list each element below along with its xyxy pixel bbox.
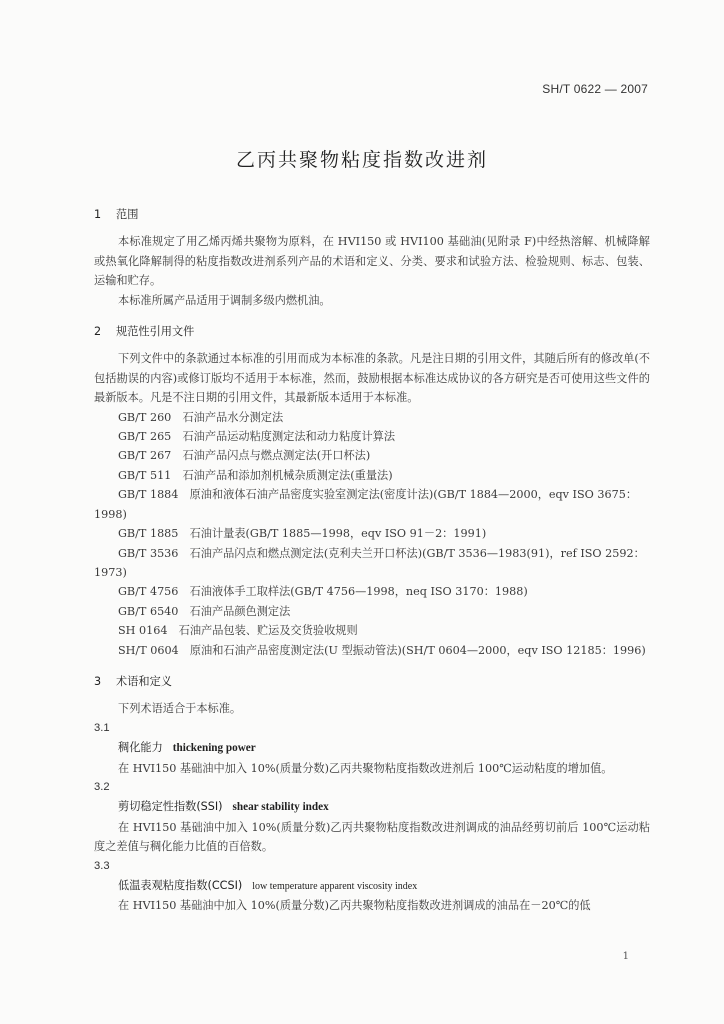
term-english: thickening power — [172, 742, 256, 755]
section-3-heading — [94, 672, 650, 691]
reference-item: GB/T 265 石油产品运动粘度测定法和动力粘度计算法 — [118, 430, 396, 444]
term-heading — [94, 738, 650, 758]
reference-item: SH/T 0604 原油和石油产品密度测定法(U 型振动管法)(SH/T 0604—2000，eqv ISO 12185：1996) — [118, 643, 646, 657]
term-definition: 在 HVI150 基础油中加入 10%(质量分数)乙丙共聚物粘度指数改进剂后 100℃运动粘度的增加值。 — [118, 761, 613, 775]
section-number: 2 — [94, 325, 102, 339]
term-heading — [94, 797, 650, 817]
section-title: 术语和定义 — [116, 674, 172, 688]
reference-item: GB/T 1885 石油计量表(GB/T 1885—1998，eqv ISO 91－2：1991) — [118, 527, 487, 541]
reference-item: SH 0164 石油产品包装、贮运及交货验收规则 — [118, 624, 358, 638]
section-title: 规范性引用文件 — [116, 325, 195, 339]
reference-item: GB/T 6540 石油产品颜色测定法 — [118, 604, 291, 618]
normative-references-intro: 下列文件中的条款通过本标准的引用而成为本标准的条款。凡是注日期的引用文件，其随后所有的修改单(不包括勘误的内容)或修订版均不适用于本标准，然而，鼓励根据本标准达成协议的各方研究是否可使用这些文件的最新版本。凡是不注日期的引用文件，其最新版本适用于本标准。 — [94, 352, 650, 405]
section-2-heading — [94, 322, 650, 341]
term-definition: 在 HVI150 基础油中加入 10%(质量分数)乙丙共聚物粘度指数改进剂调成的油品经剪切前后 100℃运动粘度之差值与稠化能力比值的百倍数。 — [94, 820, 650, 854]
page-number: 1 — [622, 951, 629, 962]
term-english: low temperature apparent viscosity index — [252, 881, 418, 892]
term-heading — [94, 876, 650, 896]
terms-intro: 下列术语适合于本标准。 — [118, 702, 242, 716]
section-number: 3 — [94, 674, 102, 688]
section-number: 1 — [94, 208, 102, 221]
document-body — [94, 205, 650, 916]
term-english: shear stability index — [232, 801, 329, 814]
term-chinese: 稠化能力 — [118, 741, 163, 755]
reference-item: GB/T 511 石油产品和添加剂机械杂质测定法(重量法) — [118, 468, 393, 482]
term-chinese: 低温表观粘度指数(CCSI) — [118, 879, 243, 892]
reference-item: GB/T 4756 石油液体手工取样法(GB/T 4756—1998，neq ISO 3170：1988) — [118, 585, 528, 599]
clause-number: 3.3 — [94, 859, 110, 872]
scope-application-paragraph: 本标准所属产品适用于调制多级内燃机油。 — [118, 293, 331, 307]
reference-item: GB/T 1884 原油和液体石油产品密度实验室测定法(密度计法)(GB/T 1884—2000，eqv ISO 3675：1998) — [94, 488, 638, 521]
reference-item: GB/T 267 石油产品闪点与燃点测定法(开口杯法) — [118, 449, 371, 463]
clause-number: 3.2 — [94, 780, 110, 793]
scope-paragraph: 本标准规定了用乙烯丙烯共聚物为原料，在 HVI150 或 HVI100 基础油(见附录 F)中经热溶解、机械降解或热氧化降解制得的粘度指数改进剂系列产品的术语和定义、分类、要求和试验方法、检验规则、标志、包装、运输和贮存。 — [94, 235, 650, 288]
reference-item: GB/T 3536 石油产品闪点和燃点测定法(克利夫兰开口杯法)(GB/T 3536—1983(91)，ref ISO 2592：1973) — [94, 546, 645, 579]
term-chinese: 剪切稳定性指数(SSI) — [118, 800, 223, 814]
document-title: 乙丙共聚物粘度指数改进剂 — [235, 149, 488, 171]
section-1-heading — [94, 205, 650, 224]
reference-item: GB/T 260 石油产品水分测定法 — [118, 410, 284, 424]
clause-number: 3.1 — [94, 721, 110, 734]
standard-code: SH/T 0622 — 2007 — [542, 82, 648, 96]
section-title: 范围 — [116, 208, 139, 221]
term-definition: 在 HVI150 基础油中加入 10%(质量分数)乙丙共聚物粘度指数改进剂调成的油品在－20℃的低 — [118, 899, 591, 913]
